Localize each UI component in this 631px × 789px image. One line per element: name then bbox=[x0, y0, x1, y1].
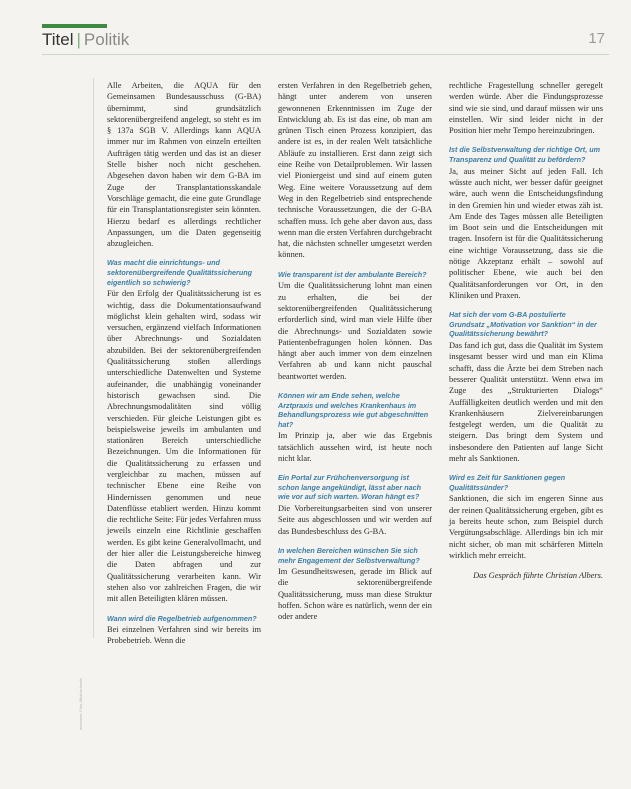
interview-question: Können wir am Ende sehen, welche Arztpraxis und welches Krankenhaus im Behandlungsprozess wie gut abgeschnitten hat? bbox=[278, 391, 429, 429]
body-paragraph: rechtliche Fragestellung schneller geregelt werden würde. Aber die Findungsprozesse sind wie sie sind, und darauf müssen wir uns einstellen. Wir sind leider nicht in der Position hier mehr Tempo hereinzubringen. bbox=[449, 81, 603, 136]
body-paragraph: Im Gesundheitswesen, gerade im Blick auf die sektorenübergreifende Qualitätssicherung, muss man diese Struktur hoffen. Schon wäre es natürlich, wenn der ein oder andere bbox=[278, 567, 432, 622]
section-name: Politik bbox=[83, 30, 130, 49]
text-column-3 bbox=[449, 80, 603, 581]
page-title bbox=[42, 30, 129, 50]
interview-question: Hat sich der vom G-BA postulierte Grundsatz „Motivation vor Sanktion“ in der Qualitätssicherung bewährt? bbox=[449, 310, 597, 339]
interview-question: Was macht die einrichtungs- und sektorenübergreifende Qualitätssicherung eigentlich so schwierig? bbox=[107, 258, 252, 287]
interview-question: Wird es Zeit für Sanktionen gegen Qualitätssünder? bbox=[449, 473, 566, 492]
interview-question: Ein Portal zur Frühchenversorgung ist schon lange angekündigt, lässt aber nach wie vor auf sich warten. Woran hängt es? bbox=[278, 473, 421, 502]
body-paragraph: Bei einzelnen Verfahren sind wir bereits im Probebetrieb. Wenn die bbox=[107, 625, 261, 646]
interview-question: Ist die Selbstverwaltung der richtige Ort, um Transparenz und Qualität zu befördern? bbox=[449, 145, 600, 165]
body-paragraph: Die Vorbereitungsarbeiten sind von unserer Seite aus abgeschlossen und wir werden auf das Bundesbeschluss des G-BA. bbox=[278, 504, 432, 536]
body-paragraph: Ja, aus meiner Sicht auf jeden Fall. Ich wüsste auch nicht, wer besser dafür geeignet wäre, auch wenn die Entscheidungsfindung in den Gremien hin und wieder etwas zäh ist. Am Ende des Tages müssen alle Beteiligten im Boot sein und die Entscheidungen mit tragen. Insofern ist für die Qualitätssicherung eine wichtige Voraussetzung, dass sie die nötige Akzeptanz erhält – sowohl auf politischer Ebene, wie auch bei den Qualitätsanforderungen vor Ort, in den Kliniken und Praxen. bbox=[449, 166, 603, 300]
interview-question: Wann wird die Regelbetrieb aufgenommen? bbox=[107, 613, 257, 623]
text-column-2 bbox=[278, 80, 432, 623]
body-paragraph: ersten Verfahren in den Regelbetrieb gehen, hängt unter anderem von unseren gewonnenen Erkenntnissen im Zuge der Entwicklung ab. Es ist das eine, ob man am grünen Tisch einen Prozess konzipiert, das andere ist es, in der realen Welt tatsächliche Abläufe zu installieren. Erst dann zeigt sich eine Reihe von Detailproblemen. Wir lassen viel Pioniergeist und sind auf einem guten Weg. Eine weitere Voraussetzung auf dem Weg in den Regelbetrieb sind entsprechende technische Voraussetzungen, die der G-BA schaffen muss. Ich gehe aber davon aus, dass wenn man die ersten Verfahren durchgebracht hat, die nächsten schneller umgesetzt werden können. bbox=[278, 81, 433, 260]
article-byline: Das Gespräch führte Christian Albers. bbox=[473, 571, 603, 581]
body-paragraph: Für den Erfolg der Qualitätssicherung ist es wichtig, dass die Dokumentationsaufwand möglichst klein gehalten wird, sodass wir versuchen, ergänzend vielfach Informationen über Abrechnungs- und Sozialdaten abzubilden. Bei der sektorenübergreifenden Qualitätssicherung stoßen allerdings unterschiedliche Datenwelten und Systeme aufeinander, die unabhängig voneinander historisch gewachsen sind. Die Abrechnungsmodalitäten sind völlig verschieden. Für gleiche Leistungen gibt es beispielsweise jeweils im ambulanten und stationären Bereich unterschiedliche Bezeichnungen. Um die Informationen für die Qualitätssicherung zu erfassen und vergleichbar zu machen, müssen auf technischer Ebene eine Reihe von Hindernissen genommen und neue Datenflüsse etabliert werden. Hinzu kommt die rechtliche Seite: Für jedes Verfahren muss jeweils einzeln eine Richtlinie geschaffen werden. Es gibt keine Generalvollmacht, und der hier aller die Leistungsbereiche hinweg die Daten abfragen und zur Qualitätssicherung verarbeiten kann. Wir stehen also vor zahlreichen Fragen, die wir mit allen Beteiligten klären müssen. bbox=[107, 289, 261, 604]
body-paragraph: Um die Qualitätssicherung lohnt man einen zu erhalten, die bei der sektorenübergreifenden Qualitätssicherung erforderlich sind, wird man viele Hilfe über die Abrechnungs- und Sozialdaten sowie Patientenbefragungen holen können. Das hängt aber auch immer von dem einzelnen Verfahren ab und kann nicht pauschal beantwortet werden. bbox=[278, 281, 432, 381]
title-text: Titel bbox=[42, 30, 74, 49]
body-paragraph: Das fand ich gut, dass die Qualität im System insgesamt besser wird und man ein Klima schafft, dass die Ärzte bei dem Streben nach besserer Qualität unterstützt. Wenn etwa im Zuge des „Strukturierten Dialogs“ Auffälligkeiten deutlich werden und mit den Krankenhäusern Zielvereinbarungen festgelegt werden, um die Qualität zu steigern. Das bringt dem System und insbesondere den Patienten auf lange Sicht mehr als Sanktionen. bbox=[449, 341, 603, 463]
body-paragraph: Alle Arbeiten, die AQUA für den Gemeinsamen Bundesausschuss (G-BA) übernimmt, sind grundsätzlich sektorenübergreifend angelegt, so steht es im § 137a SGB V. Allerdings kann AQUA immer nur im Rahmen von einzeln erteilten Aufträgen tätig werden und das ist an dieser Stelle bisher noch nicht geschehen. Abgesehen davon haben wir dem G-BA im Zuge der Transplantationsskandale Vorschläge gemacht, die eine gute Grundlage für ein Transplantationsregister sein könnten. Hierzu bedarf es allerdings rechtlicher Anpassungen, um die Daten gegenseitig abzugleichen. bbox=[107, 81, 261, 249]
body-paragraph: Im Prinzip ja, aber wie das Ergebnis tatsächlich aussehen wird, ist heute noch nicht klar. bbox=[278, 431, 432, 463]
column-rule bbox=[93, 78, 94, 638]
title-separator: | bbox=[76, 30, 81, 49]
interview-question: In welchen Bereichen wünschen Sie sich mehr Engagement der Selbstverwaltung? bbox=[278, 545, 420, 565]
photo-credit: Interview: Foto-/Bildnachweis bbox=[78, 677, 83, 730]
interview-question: Wie transparent ist der ambulante Bereich? bbox=[278, 269, 427, 279]
text-column-1 bbox=[107, 80, 261, 647]
page-number: 17 bbox=[588, 30, 605, 47]
body-paragraph: Sanktionen, die sich im engeren Sinne aus der reinen Qualitätssicherung ergeben, gibt es ja bereits heute schon, zum Beispiel durch Vergütungsabschläge. Allerdings bin ich mir nicht sicher, ob man mit schärferen Mitteln wirklich mehr erreicht. bbox=[449, 494, 603, 560]
